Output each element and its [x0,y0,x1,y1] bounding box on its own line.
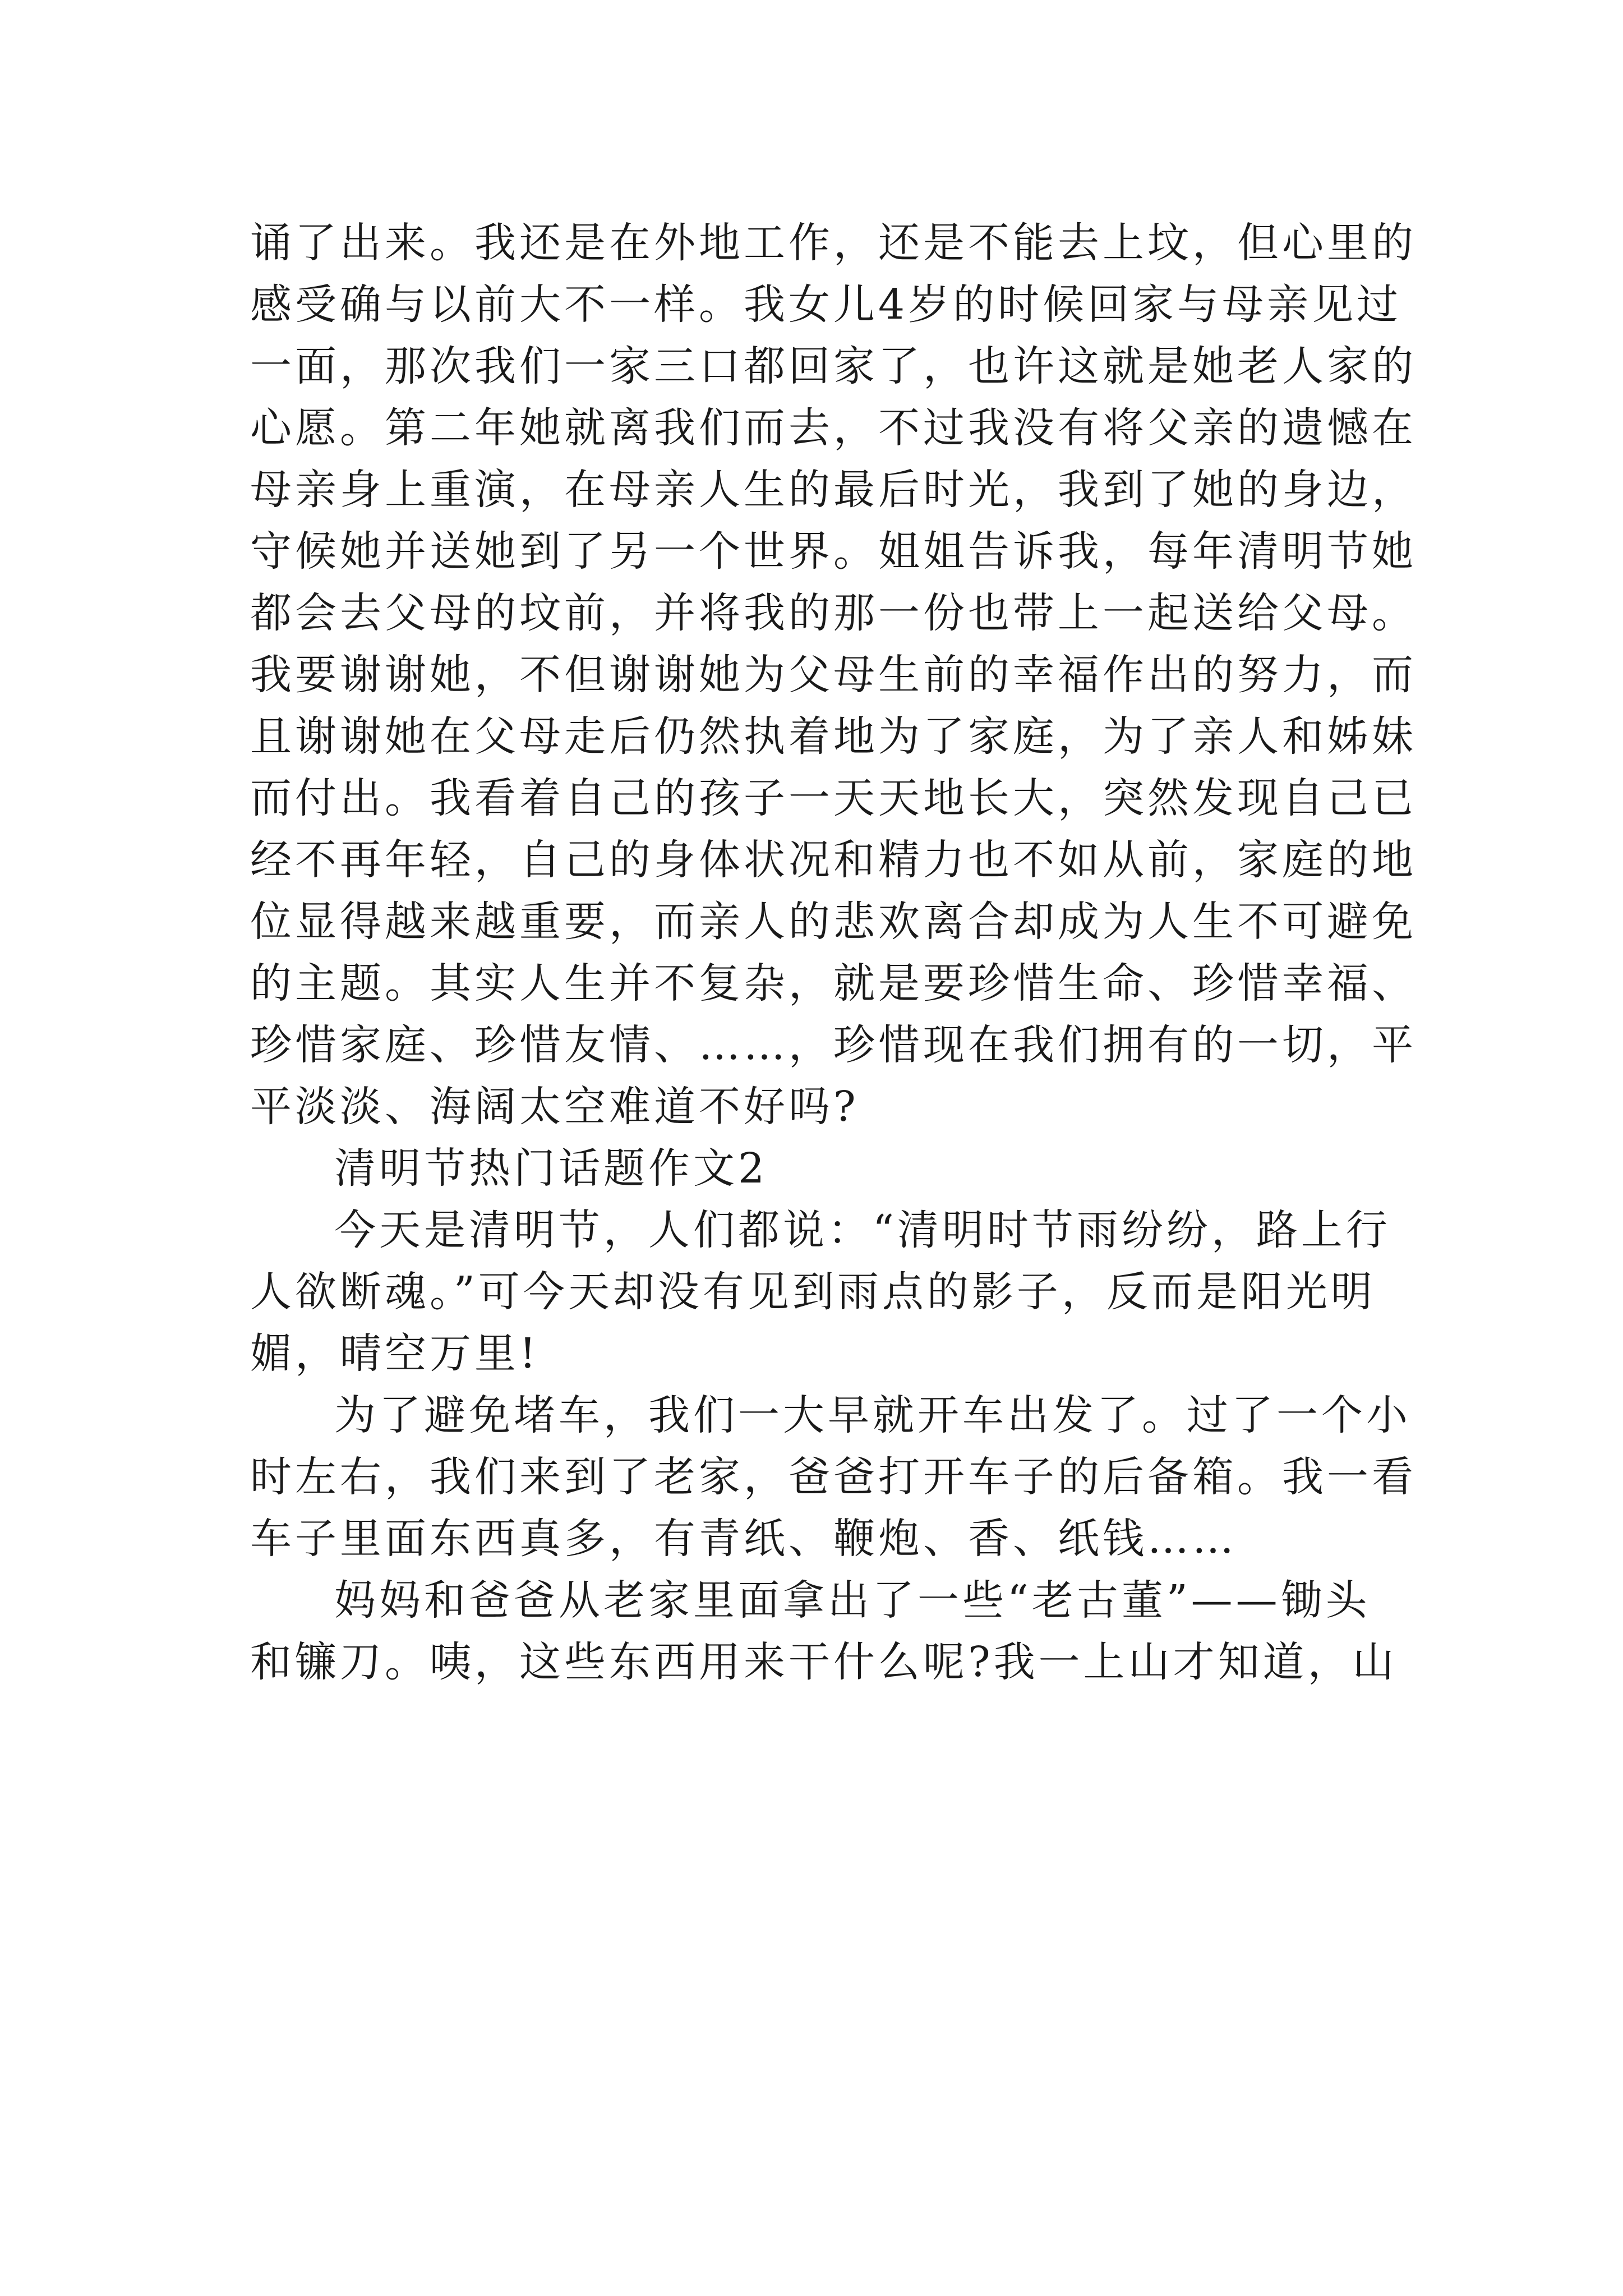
paragraph-first-line: 为了避免堵车，我们一大早就开车出发了。过了一个小 [334,1391,1411,1439]
text-line: 的主题。其实人生并不复杂，就是要珍惜生命、珍惜幸福、 [250,959,1417,1007]
text-line: 心愿。第二年她就离我们而去，不过我没有将父亲的遗憾在 [250,404,1417,452]
essay-body [250,212,1417,1693]
paragraph-first-line: 今天是清明节，人们都说：“清明时节雨纷纷，路上行 [334,1206,1391,1254]
text-line: 时左右，我们来到了老家，爸爸打开车子的后备箱。我一看 [250,1453,1417,1501]
text-line: 感受确与以前大不一样。我女儿4岁的时候回家与母亲见过 [250,280,1402,329]
text-line: 且谢谢她在父母走后仍然执着地为了家庭，为了亲人和姊妹 [250,712,1417,761]
text-line: 位显得越来越重要，而亲人的悲欢离合却成为人生不可避免 [250,898,1417,946]
text-line: 诵了出来。我还是在外地工作，还是不能去上坟，但心里的 [250,219,1417,267]
text-line: 我要谢谢她，不但谢谢她为父母生前的幸福作出的努力，而 [250,651,1417,699]
text-line: 而付出。我看着自己的孩子一天天地长大，突然发现自己已 [250,774,1417,822]
text-line: 母亲身上重演，在母亲人生的最后时光，我到了她的身边， [250,466,1417,514]
text-line: 和镰刀。咦，这些东西用来干什么呢?我一上山才知道，山 [250,1638,1398,1686]
text-line: 一面，那次我们一家三口都回家了，也许这就是她老人家的 [250,342,1417,390]
text-line: 经不再年轻，自己的身体状况和精力也不如从前，家庭的地 [250,836,1417,884]
text-line: 媚，晴空万里! [250,1329,540,1378]
text-line: 珍惜家庭、珍惜友情、……，珍惜现在我们拥有的一切，平 [250,1021,1417,1069]
paragraph-first-line: 妈妈和爸爸从老家里面拿出了一些“老古董”——锄头 [334,1576,1371,1625]
text-line: 都会去父母的坟前，并将我的那一份也带上一起送给父母。 [250,589,1417,637]
text-line: 人欲断魂。”可今天却没有见到雨点的影子，反而是阳光明 [250,1268,1376,1316]
section-heading: 清明节热门话题作文2 [334,1144,768,1193]
text-line: 平淡淡、海阔太空难道不好吗? [250,1083,859,1131]
text-line: 守候她并送她到了另一个世界。姐姐告诉我，每年清明节她 [250,527,1417,576]
text-line: 车子里面东西真多，有青纸、鞭炮、香、纸钱…… [250,1515,1237,1563]
